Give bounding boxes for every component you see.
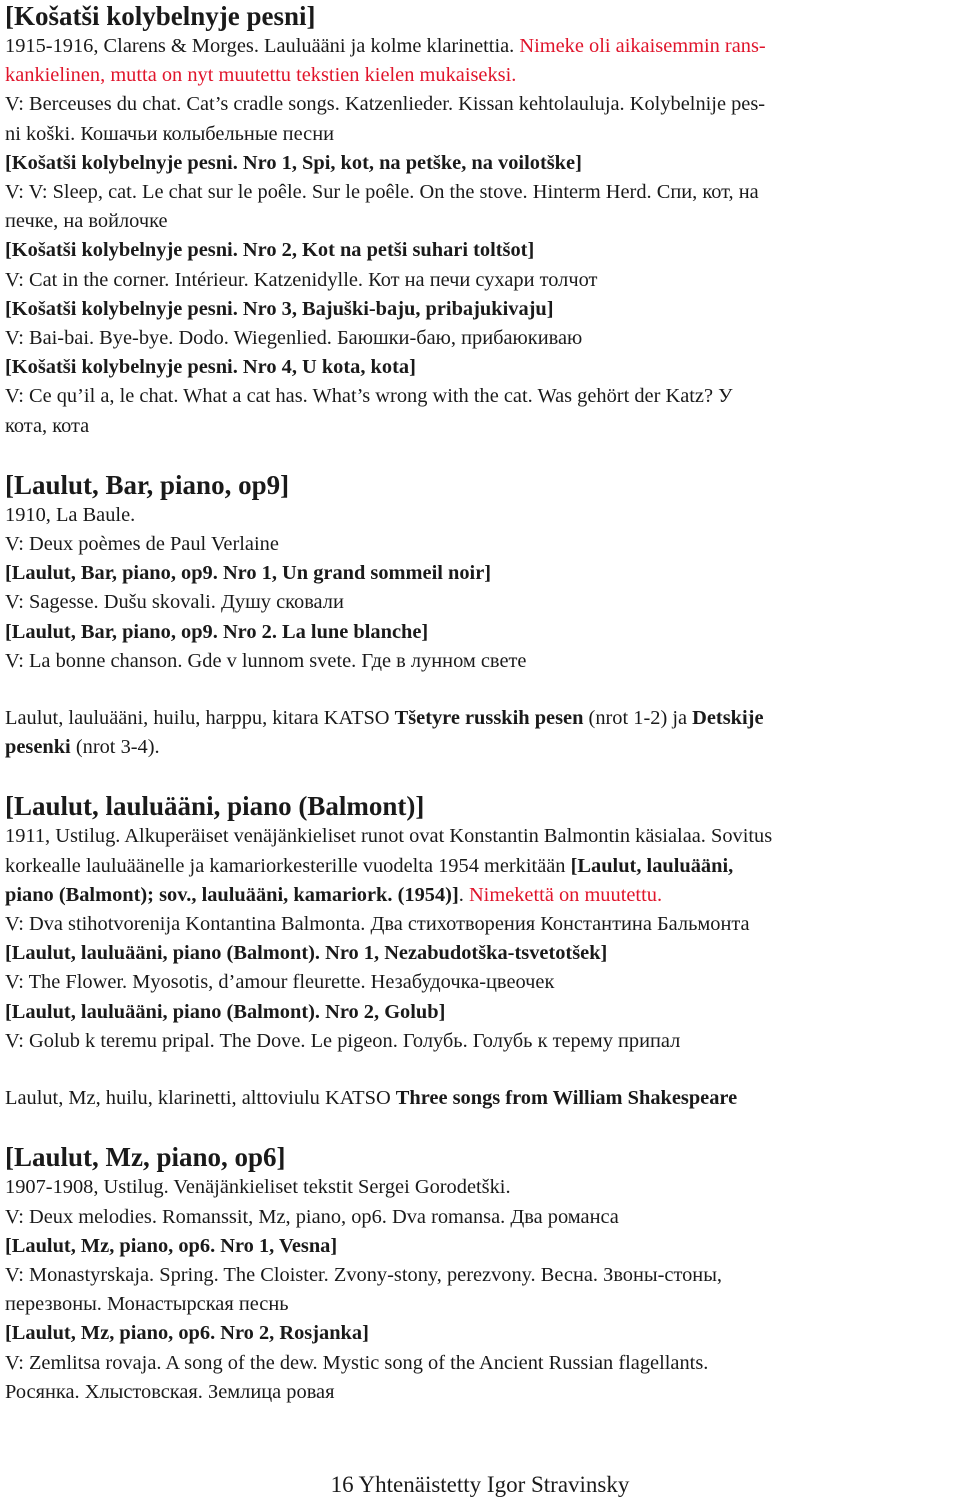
note-text: Nimeke oli aikaisemmin rans- [519,35,766,57]
section-title: [Laulut, lauluääni, piano (Balmont)] [5,791,425,822]
text-line: ni koški. Кошачьи колыбельные песни [5,122,335,145]
see-also-line: pesenki (nrot 3-4). [5,736,160,759]
text-line: 1907-1908, Ustilug. Venäjänkieliset tekstit Sergei Gorodetški. [5,1176,511,1199]
page-footer: 16 Yhtenäistetty Igor Stravinsky [330,1472,630,1497]
section-laulut-mz [5,1141,955,1407]
section-laulut-bar [5,469,955,763]
entry-heading: [Košatši kolybelnyje pesni. Nro 1, Spi, kot, na petške, na voilotške] [5,151,582,174]
text-line: piano (Balmont); sov., lauluääni, kamariork. (1954)]. Nimekettä on muutettu. [5,883,663,906]
text-line: V: Deux poèmes de Paul Verlaine [5,533,279,556]
text-line: V: V: Sleep, cat. Le chat sur le poêle. Sur le poêle. On the stove. Hinterm Herd. Спи, кот, на [5,181,759,204]
entry-heading: [Laulut, lauluääni, piano (Balmont). Nro 1, Nezabudotška-tsvetotšek] [5,942,608,965]
text-line: Росянка. Хлыстовская. Землица ровая [5,1380,335,1403]
text-line: 1910, La Baule. [5,503,136,526]
see-also-title: Detskije [692,707,764,730]
entry-heading: [Laulut, Bar, piano, op9. Nro 1, Un grand sommeil noir] [5,562,492,585]
see-also-title: pesenki [5,736,71,759]
text-line: V: The Flower. Myosotis, d’amour fleurette. Незабудочка-цвеочек [5,971,555,994]
text-line: korkealle lauluäänelle ja kamariorkesterille vuodelta 1954 merkitään [Laulut, lauluääni, [5,854,734,877]
text-line: V: Deux melodies. Romanssit, Mz, piano, op6. Dva romansa. Два романса [5,1205,619,1228]
text-line: V: Sagesse. Dušu skovali. Душу сковали [5,591,344,614]
entry-heading: [Košatši kolybelnyje pesni. Nro 4, U kota, kota] [5,356,416,379]
entry-heading: [Laulut, Mz, piano, op6. Nro 2, Rosjanka] [5,1322,369,1345]
document-page [5,0,955,1407]
text-line: печке, на войлочке [5,210,168,233]
entry-heading: [Laulut, lauluääni, piano (Balmont). Nro 2, Golub] [5,1000,446,1023]
text-line: V: Bai-bai. Bye-bye. Dodo. Wiegenlied. Баюшки-баю, прибаюкиваю [5,327,583,350]
text-line: перезвоны. Монастырская песнь [5,1293,289,1316]
entry-heading: [Košatši kolybelnyje pesni. Nro 3, Bajuški-baju, pribajukivaju] [5,297,554,320]
text-line: 1911, Ustilug. Alkuperäiset venäjänkieliset runot ovat Konstantin Balmontin käsialaa. Sovitus [5,825,773,848]
text-line: V: Ce qu’il a, le chat. What a cat has. What’s wrong with the cat. Was gehört der Katz? У [5,385,733,408]
entry-heading: [Košatši kolybelnyje pesni. Nro 2, Kot na petši suhari toltšot] [5,239,535,262]
section-laulut-balmont [5,790,955,1113]
text-line: V: Monastyrskaja. Spring. The Cloister. Zvony-stony, perezvony. Весна. Звоны-стоны, [5,1263,723,1286]
text-line: V: Cat in the corner. Intérieur. Katzenidylle. Кот на печи сухари толчот [5,268,598,291]
note-text: Nimekettä on muutettu. [468,883,663,906]
section-title: [Laulut, Bar, piano, op9] [5,469,290,500]
text-line: V: Zemlitsa rovaja. A song of the dew. Mystic song of the Ancient Russian flagellants. [5,1351,709,1374]
see-also-title: Three songs from William Shakespeare [395,1087,738,1110]
text-line: V: La bonne chanson. Gde v lunnom svete. Где в лунном свете [5,649,527,672]
text-line: V: Dva stihotvorenija Kontantina Balmonta. Два стихотворения Константина Бальмонта [5,913,750,936]
note-text: kankielinen, mutta on nyt muutettu tekstien kielen mukaiseksi. [5,64,517,87]
section-title: [Košatši kolybelnyje pesni] [5,1,316,31]
see-also-line: Laulut, Mz, huilu, klarinetti, alttoviulu KATSO Three songs from William Shakespeare [5,1087,738,1110]
text-line: V: Berceuses du chat. Cat’s cradle songs. Katzenlieder. Kissan kehtolauluja. Kolybelnije pes- [5,93,766,116]
section-title: [Laulut, Mz, piano, op6] [5,1142,286,1173]
see-also-title: Tšetyre russkih pesen [394,707,584,730]
section-kosatsi [5,0,955,441]
entry-heading: [Laulut, Bar, piano, op9. Nro 2. La lune blanche] [5,620,429,643]
text-line: кота, кота [5,414,90,437]
see-also-line: Laulut, lauluääni, huilu, harppu, kitara KATSO Tšetyre russkih pesen (nrot 1-2) ja Detskije [5,707,764,730]
text-line: V: Golub k teremu pripal. The Dove. Le pigeon. Голубь. Голубь к терему припал [5,1029,681,1052]
text-line: 1915-1916, Clarens & Morges. Lauluääni ja kolme klarinettia. Nimeke oli aikaisemmin rans- [5,35,766,57]
entry-heading: [Laulut, Mz, piano, op6. Nro 1, Vesna] [5,1234,338,1257]
